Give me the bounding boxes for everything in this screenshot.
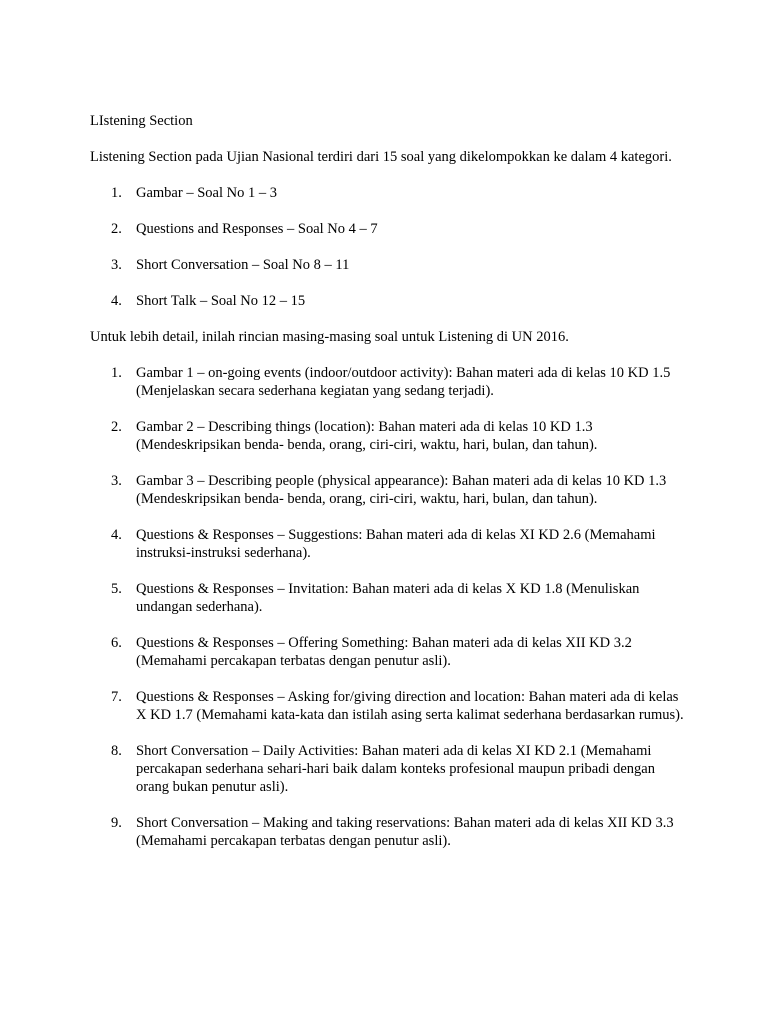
list-text: Questions & Responses – Invitation: Bahan materi ada di kelas X KD 1.8 (Menuliskan undangan sederhana). xyxy=(136,581,640,615)
list-item xyxy=(90,256,690,274)
list-number: 7. xyxy=(111,689,122,705)
list-number: 2. xyxy=(111,419,122,435)
list-number: 1. xyxy=(111,185,122,201)
list-item xyxy=(90,184,690,202)
list-text: Questions and Responses – Soal No 4 – 7 xyxy=(136,221,378,237)
detail-list xyxy=(90,364,690,850)
list-text: Gambar – Soal No 1 – 3 xyxy=(136,185,277,201)
list-text: Questions & Responses – Asking for/giving direction and location: Bahan materi ada di kelas X KD 1.7 (Memahami kata-kata dan istilah asing serta kalimat sederhana berdasarkan rumus). xyxy=(136,689,684,723)
list-number: 5. xyxy=(111,581,122,597)
list-number: 1. xyxy=(111,365,122,381)
list-text: Gambar 2 – Describing things (location): Bahan materi ada di kelas 10 KD 1.3 (Mendeskripsikan benda- benda, orang, ciri-ciri, waktu, hari, bulan, dan tahun). xyxy=(136,419,598,453)
list-item xyxy=(90,472,690,508)
detail-intro-paragraph: Untuk lebih detail, inilah rincian masing-masing soal untuk Listening di UN 2016. xyxy=(90,329,569,345)
list-text: Questions & Responses – Offering Something: Bahan materi ada di kelas XII KD 3.2 (Memahami percakapan terbatas dengan penutur asli). xyxy=(136,635,632,669)
category-list xyxy=(90,184,690,310)
list-item xyxy=(90,220,690,238)
list-item xyxy=(90,418,690,454)
list-number: 3. xyxy=(111,257,122,273)
list-text: Gambar 3 – Describing people (physical appearance): Bahan materi ada di kelas 10 KD 1.3 (Mendeskripsikan benda- benda, orang, ciri-ciri, waktu, hari, bulan, dan tahun). xyxy=(136,473,667,507)
list-number: 4. xyxy=(111,293,122,309)
list-text: Short Conversation – Making and taking reservations: Bahan materi ada di kelas XII KD 3.3 (Memahami percakapan terbatas dengan penutur asli). xyxy=(136,815,674,849)
list-number: 8. xyxy=(111,743,122,759)
section-heading: LIstening Section xyxy=(90,113,193,129)
list-number: 9. xyxy=(111,815,122,831)
list-text: Gambar 1 – on-going events (indoor/outdoor activity): Bahan materi ada di kelas 10 KD 1.5 (Menjelaskan secara sederhana kegiatan yang sedang terjadi). xyxy=(136,365,671,399)
list-text: Short Talk – Soal No 12 – 15 xyxy=(136,293,306,309)
list-item xyxy=(90,742,690,796)
intro-paragraph: Listening Section pada Ujian Nasional terdiri dari 15 soal yang dikelompokkan ke dalam 4 kategori. xyxy=(90,149,672,165)
list-text: Short Conversation – Soal No 8 – 11 xyxy=(136,257,350,273)
list-item xyxy=(90,580,690,616)
list-item xyxy=(90,526,690,562)
list-item xyxy=(90,814,690,850)
list-number: 4. xyxy=(111,527,122,543)
list-item xyxy=(90,364,690,400)
list-text: Questions & Responses – Suggestions: Bahan materi ada di kelas XI KD 2.6 (Memahami instruksi-instruksi sederhana). xyxy=(136,527,656,561)
list-number: 2. xyxy=(111,221,122,237)
list-number: 6. xyxy=(111,635,122,651)
list-item xyxy=(90,688,690,724)
list-item xyxy=(90,634,690,670)
list-item xyxy=(90,292,690,310)
list-text: Short Conversation – Daily Activities: Bahan materi ada di kelas XI KD 2.1 (Memahami percakapan sederhana sehari-hari baik dalam konteks profesional maupun pribadi dengan orang bukan penutur asli). xyxy=(136,743,655,795)
document-page xyxy=(90,112,690,868)
list-number: 3. xyxy=(111,473,122,489)
